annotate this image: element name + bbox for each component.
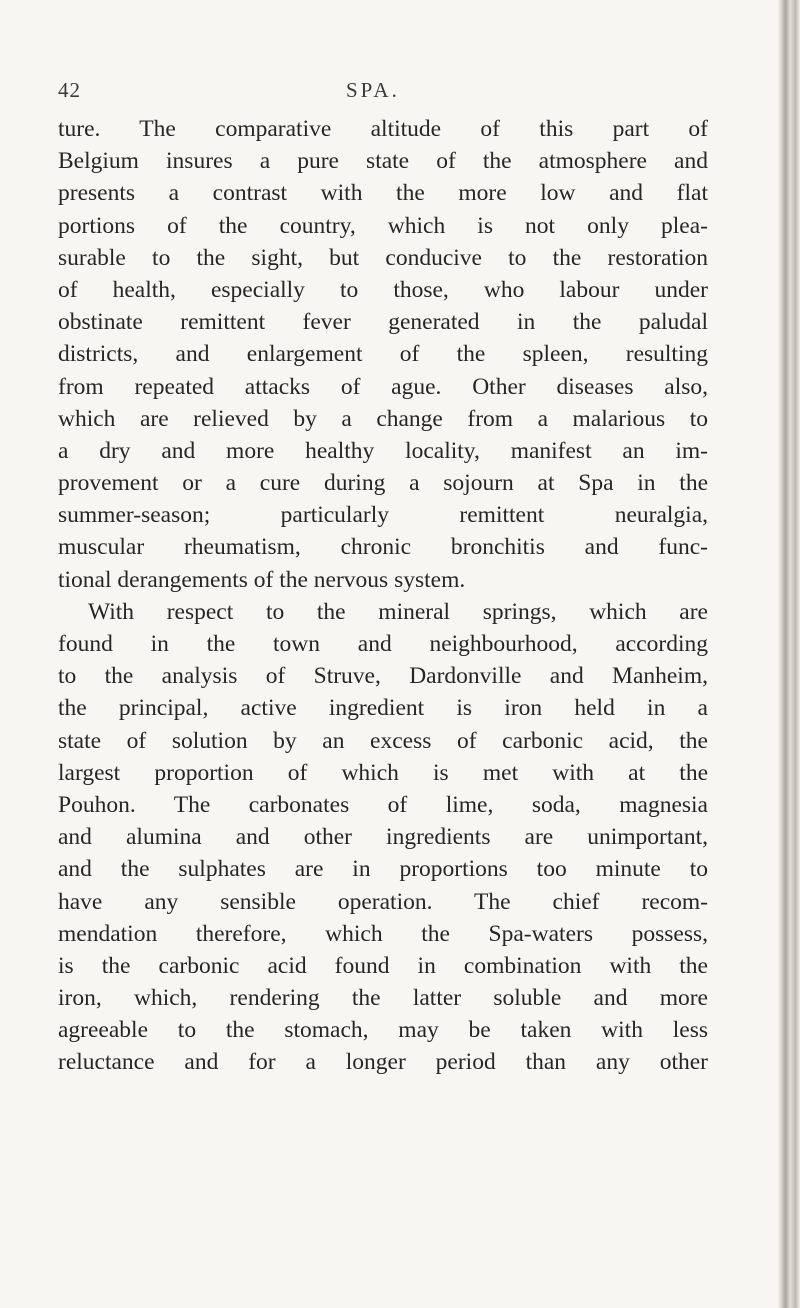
text-line: is the carbonic acid found in combination with the <box>58 952 708 979</box>
page-header <box>48 78 708 108</box>
text-line: agreeable to the stomach, may be taken with less <box>58 1017 708 1044</box>
text-line: presents a contrast with the more low and flat <box>58 180 708 207</box>
text-line: ture. The comparative altitude of this part of <box>58 116 708 142</box>
text-line: and the sulphates are in proportions too minute to <box>58 856 708 883</box>
text-line: which are relieved by a change from a malarious to <box>58 405 708 432</box>
text-line: and alumina and other ingredients are unimportant, <box>58 824 708 851</box>
text-line: the principal, active ingredient is iron held in a <box>58 695 708 722</box>
text-line: obstinate remittent fever generated in the paludal <box>58 309 708 336</box>
text-line: mendation therefore, which the Spa-waters possess, <box>58 920 708 947</box>
text-line: provement or a cure during a sojourn at Spa in the <box>58 470 708 497</box>
text-line: a dry and more healthy locality, manifest an im- <box>58 437 708 464</box>
text-line: have any sensible operation. The chief recom- <box>58 888 708 915</box>
text-line: portions of the country, which is not only plea- <box>58 212 708 239</box>
body-text <box>58 113 708 1079</box>
text-line: found in the town and neighbourhood, according <box>58 631 708 657</box>
text-line: to the analysis of Struve, Dardonville and Manheim, <box>58 663 708 690</box>
running-head: SPA. <box>346 78 400 102</box>
text-line: iron, which, rendering the latter soluble and more <box>58 985 708 1012</box>
text-line: state of solution by an excess of carbonic acid, the <box>58 727 708 754</box>
text-line: districts, and enlargement of the spleen, resulting <box>58 341 708 368</box>
text-line: from repeated attacks of ague. Other diseases also, <box>58 373 708 400</box>
text-line: largest proportion of which is met with at the <box>58 759 708 786</box>
text-line: reluctance and for a longer period than any other <box>58 1049 708 1076</box>
text-line: summer-season; particularly remittent neuralgia, <box>58 502 708 529</box>
page-number: 42 <box>58 78 81 102</box>
paragraph-end-line: tional derangements of the nervous system. <box>58 566 466 593</box>
text-line: Pouhon. The carbonates of lime, soda, magnesia <box>58 791 708 818</box>
text-line: of health, especially to those, who labour under <box>58 276 708 303</box>
text-line: muscular rheumatism, chronic bronchitis and func- <box>58 534 708 561</box>
paragraph-start-line: With respect to the mineral springs, which are <box>88 598 708 625</box>
text-line: Belgium insures a pure state of the atmosphere and <box>58 148 708 175</box>
page-edge-shadow <box>778 0 800 1308</box>
text-line: surable to the sight, but conducive to the restoration <box>58 244 708 271</box>
